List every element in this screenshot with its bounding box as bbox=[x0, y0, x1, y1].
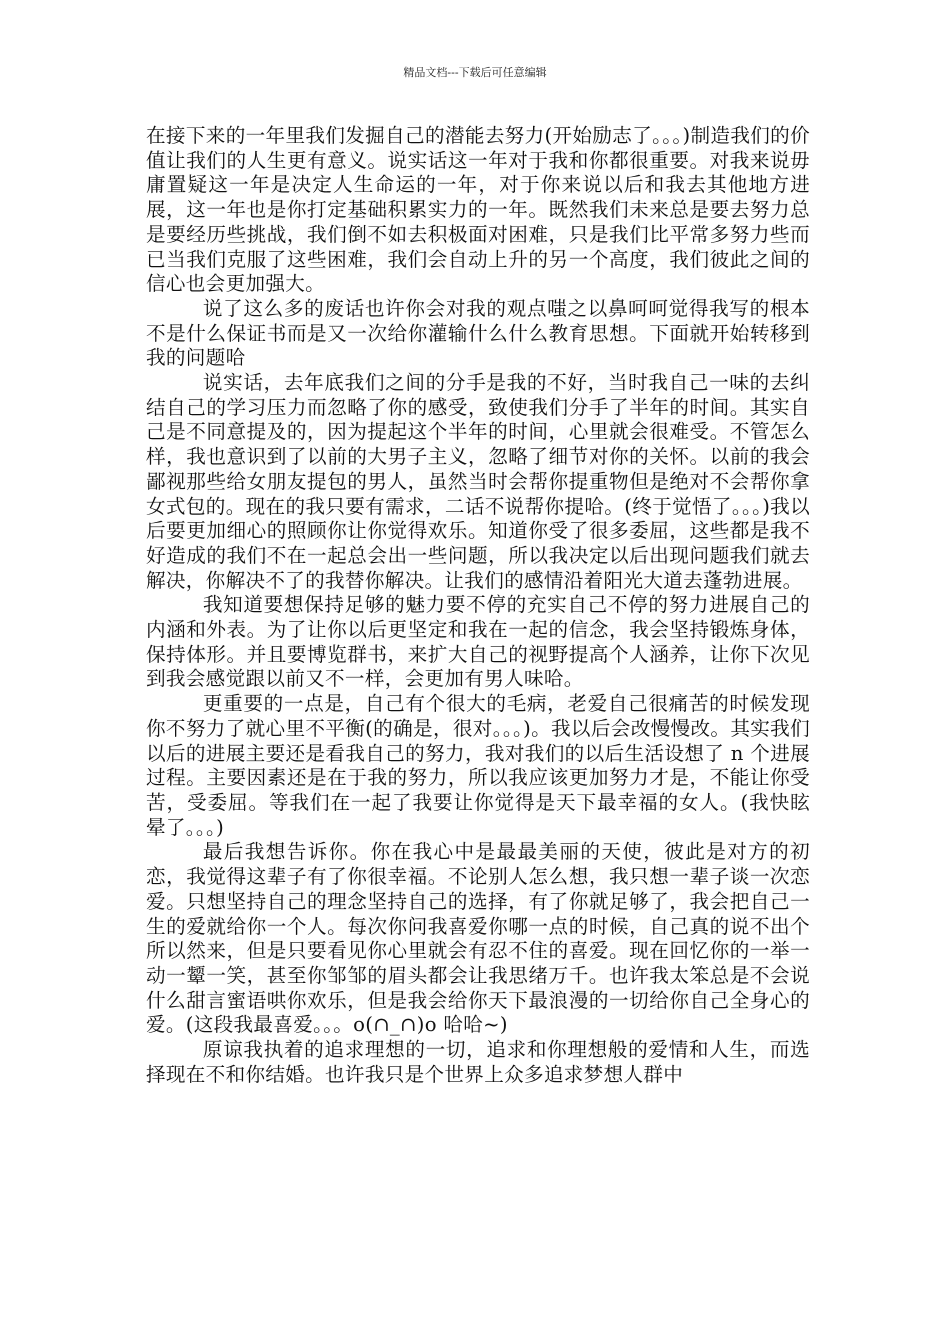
paragraph-4: 我知道要想保持足够的魅力要不停的充实自己不停的努力进展自己的内涵和外表。为了让你以后更坚定和我在一起的信念，我会坚持锻炼身体，保持体形。并且要博览群书，来扩大自己的视野提高个人涵养，让你下次见到我会感觉跟以前又不一样，会更加有男人味哈。 bbox=[146, 593, 810, 691]
page-header: 精品文档---下载后可任意编辑 bbox=[403, 66, 547, 79]
paragraph-6: 最后我想告诉你。你在我心中是最最美丽的天使，彼此是对方的初恋，我觉得这辈子有了你很幸福。不论别人怎么想，我只想一辈子谈一次恋爱。只想坚持自己的理念坚持自己的选择，有了你就足够了，我会把自己一生的爱就给你一个人。每次你问我喜爱你哪一点的时候，自己真的说不出个所以然来，但是只要看见你心里就会有忍不住的喜爱。现在回忆你的一举一动一颦一笑，甚至你邹邹的眉头都会让我思绪万千。也许我太笨总是不会说什么甜言蜜语哄你欢乐，但是我会给你天下最浪漫的一切给你自己全身心的爱。(这段我最喜爱。。。o(∩_∩)o 哈哈~) bbox=[146, 840, 810, 1037]
paragraph-1: 在接下来的一年里我们发掘自己的潜能去努力(开始励志了。。。)制造我们的价值让我们的人生更有意义。说实话这一年对于我和你都很重要。对我来说毋庸置疑这一年是决定人生命运的一年，对于你来说以后和我去其他地方进展，这一年也是你打定基础积累实力的一年。既然我们未来总是要去努力总是要经历些挑战，我们倒不如去积极面对困难，只是我们比平常多努力些而已当我们克服了这些困难，我们会自动上升的另一个高度，我们彼此之间的信心也会更加强大。 bbox=[146, 124, 810, 296]
paragraph-3: 说实话，去年底我们之间的分手是我的不好，当时我自己一味的去纠结自己的学习压力而忽略了你的感受，致使我们分手了半年的时间。其实自己是不同意提及的，因为提起这个半年的时间，心里就会很难受。不管怎么样，我也意识到了以前的大男子主义，忽略了细节对你的关怀。以前的我会鄙视那些给女朋友提包的男人，虽然当时会帮你提重物但是绝对不会帮你拿女式包的。现在的我只要有需求，二话不说帮你提哈。(终于觉悟了。。。)我以后要更加细心的照顾你让你觉得欢乐。知道你受了很多委屈，这些都是我不好造成的我们不在一起总会出一些问题，所以我决定以后出现问题我们就去解决，你解决不了的我替你解决。让我们的感情沿着阳光大道去蓬勃进展。 bbox=[146, 371, 810, 592]
paragraph-2: 说了这么多的废话也许你会对我的观点嗤之以鼻呵呵觉得我写的根本不是什么保证书而是又一次给你灌输什么什么教育思想。下面就开始转移到我的问题哈 bbox=[146, 296, 810, 370]
paragraph-7: 原谅我执着的追求理想的一切，追求和你理想般的爱情和人生，而选择现在不和你结婚。也许我只是个世界上众多追求梦想人群中 bbox=[146, 1038, 810, 1086]
document-body bbox=[146, 124, 810, 1087]
paragraph-5: 更重要的一点是，自己有个很大的毛病，老爱自己很痛苦的时候发现你不努力了就心里不平衡(的确是，很对。。。)。我以后会改慢慢改。其实我们以后的进展主要还是看我自己的努力，我对我们的以后生活设想了 n 个进展过程。主要因素还是在于我的努力，所以我应该更加努力才是，不能让你受苦，受委屈。等我们在一起了我要让你觉得是天下最幸福的女人。(我快眩晕了。。。) bbox=[146, 692, 810, 839]
